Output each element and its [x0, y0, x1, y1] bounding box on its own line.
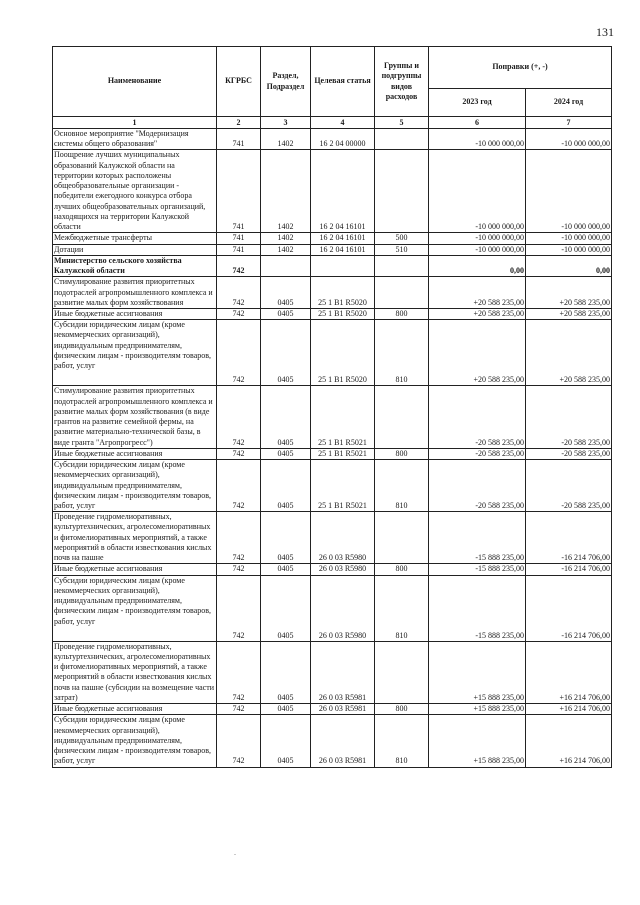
row-kgrbs: 742: [217, 704, 261, 715]
column-number: 4: [311, 117, 375, 129]
row-expense-group: [375, 150, 429, 233]
table-row: [53, 704, 612, 715]
row-name: Проведение гидромелиоративных, культуртехнических, агролесомелиоративных и фитомелиоративных мероприятий, а также мероприятий в области известкования кислых почв на пашне (субсидии на возмещение части затрат): [53, 641, 217, 703]
row-kgrbs: 742: [217, 460, 261, 512]
row-amount-2024: +16 214 706,00: [526, 641, 612, 703]
row-expense-group: [375, 512, 429, 564]
row-section: 0405: [261, 564, 311, 575]
row-expense-group: 800: [375, 564, 429, 575]
row-section: 0405: [261, 308, 311, 319]
row-kgrbs: 741: [217, 244, 261, 255]
row-expense-group: 810: [375, 320, 429, 386]
row-target-article: 25 1 В1 R5020: [311, 320, 375, 386]
row-name: Стимулирование развития приоритетных подотраслей агропромышленного комплекса и развитие малых форм хозяйствования: [53, 277, 217, 309]
column-number: 5: [375, 117, 429, 129]
row-section: 0405: [261, 641, 311, 703]
table-row: [53, 512, 612, 564]
row-expense-group: [375, 277, 429, 309]
row-expense-group: 810: [375, 715, 429, 767]
row-kgrbs: 742: [217, 512, 261, 564]
header-target: Целевая статья: [311, 47, 375, 117]
row-amount-2023: -10 000 000,00: [429, 233, 526, 244]
row-target-article: 26 0 03 R5980: [311, 512, 375, 564]
table-body: [53, 117, 612, 768]
row-expense-group: 810: [375, 575, 429, 641]
table-row: [53, 386, 612, 448]
header-amendments: Поправки (+, -): [429, 47, 612, 89]
row-expense-group: [375, 129, 429, 150]
row-section: 0405: [261, 320, 311, 386]
row-amount-2023: -10 000 000,00: [429, 150, 526, 233]
row-amount-2024: -20 588 235,00: [526, 386, 612, 448]
table-row: [53, 129, 612, 150]
row-section: 0405: [261, 512, 311, 564]
row-target-article: 25 1 В1 R5021: [311, 460, 375, 512]
row-section: 0405: [261, 460, 311, 512]
header-year-2024: 2024 год: [526, 89, 612, 117]
table-row: [53, 575, 612, 641]
row-amount-2023: -10 000 000,00: [429, 129, 526, 150]
row-amount-2023: 0,00: [429, 255, 526, 276]
page-mark: .: [234, 848, 236, 857]
row-amount-2023: +20 588 235,00: [429, 320, 526, 386]
row-expense-group: [375, 641, 429, 703]
row-amount-2024: +16 214 706,00: [526, 704, 612, 715]
row-expense-group: 800: [375, 308, 429, 319]
column-number: 3: [261, 117, 311, 129]
row-section: 1402: [261, 150, 311, 233]
row-target-article: 16 2 04 16101: [311, 244, 375, 255]
table-row: [53, 564, 612, 575]
table-row: [53, 277, 612, 309]
row-name: Иные бюджетные ассигнования: [53, 308, 217, 319]
row-expense-group: 800: [375, 448, 429, 459]
row-name: Субсидии юридическим лицам (кроме некоммерческих организаций), индивидуальным предпринимателям, физическим лицам - производителям товаров, работ, услуг: [53, 575, 217, 641]
row-section: 0405: [261, 448, 311, 459]
row-name: Межбюджетные трансферты: [53, 233, 217, 244]
row-amount-2023: -20 588 235,00: [429, 386, 526, 448]
row-expense-group: 800: [375, 704, 429, 715]
row-amount-2023: -20 588 235,00: [429, 448, 526, 459]
row-amount-2023: -15 888 235,00: [429, 564, 526, 575]
table-row: [53, 244, 612, 255]
header-groups: Группы и подгруппы видов расходов: [375, 47, 429, 117]
row-target-article: 26 0 03 R5981: [311, 641, 375, 703]
row-target-article: 26 0 03 R5981: [311, 715, 375, 767]
row-target-article: 26 0 03 R5981: [311, 704, 375, 715]
row-kgrbs: 742: [217, 255, 261, 276]
row-amount-2023: +20 588 235,00: [429, 277, 526, 309]
row-name: Стимулирование развития приоритетных подотраслей агропромышленного комплекса и развитие малых форм хозяйствования (в виде грантов на развитие семейной фермы, на развитие материально-технической базы, в виде гранта "Агропрогресс"): [53, 386, 217, 448]
row-section: 0405: [261, 575, 311, 641]
row-amount-2023: +15 888 235,00: [429, 641, 526, 703]
row-section: [261, 255, 311, 276]
row-amount-2023: -10 000 000,00: [429, 244, 526, 255]
row-name: Министерство сельского хозяйства Калужской области: [53, 255, 217, 276]
header-kgrbs: КГРБС: [217, 47, 261, 117]
table-row: [53, 320, 612, 386]
row-name: Субсидии юридическим лицам (кроме некоммерческих организаций), индивидуальным предпринимателям, физическим лицам - производителям товаров, работ, услуг: [53, 715, 217, 767]
table-row: [53, 460, 612, 512]
table-row: [53, 150, 612, 233]
row-kgrbs: 742: [217, 386, 261, 448]
header-section: Раздел, Подраздел: [261, 47, 311, 117]
row-kgrbs: 742: [217, 715, 261, 767]
row-kgrbs: 742: [217, 641, 261, 703]
table-row: [53, 641, 612, 703]
header-name: Наименование: [53, 47, 217, 117]
row-kgrbs: 741: [217, 233, 261, 244]
row-kgrbs: 742: [217, 277, 261, 309]
row-name: Проведение гидромелиоративных, культуртехнических, агролесомелиоративных и фитомелиоративных мероприятий, а также мероприятий в области известкования кислых почв на пашне: [53, 512, 217, 564]
row-target-article: 25 1 В1 R5020: [311, 277, 375, 309]
row-amount-2024: +20 588 235,00: [526, 277, 612, 309]
row-section: 0405: [261, 704, 311, 715]
row-amount-2023: -15 888 235,00: [429, 512, 526, 564]
page-number: 131: [596, 25, 614, 39]
table-row: [53, 308, 612, 319]
row-section: 1402: [261, 244, 311, 255]
row-target-article: 16 2 04 00000: [311, 129, 375, 150]
row-target-article: 25 1 В1 R5020: [311, 308, 375, 319]
row-kgrbs: 741: [217, 129, 261, 150]
row-kgrbs: 742: [217, 320, 261, 386]
row-target-article: 25 1 В1 R5021: [311, 448, 375, 459]
row-name: Субсидии юридическим лицам (кроме некоммерческих организаций), индивидуальным предпринимателям, физическим лицам - производителям товаров, работ, услуг: [53, 460, 217, 512]
row-expense-group: 500: [375, 233, 429, 244]
row-expense-group: [375, 386, 429, 448]
row-expense-group: [375, 255, 429, 276]
row-name: Поощрение лучших муниципальных образований Калужской области на территории которых расположены общеобразовательные организации - победители ежегодного конкурса отбора лучших общеобразовательных организаций, находящихся на территории Калужской области: [53, 150, 217, 233]
row-section: 0405: [261, 277, 311, 309]
row-amount-2024: -16 214 706,00: [526, 575, 612, 641]
row-kgrbs: 742: [217, 564, 261, 575]
row-expense-group: 510: [375, 244, 429, 255]
table-row: [53, 255, 612, 276]
row-name: Иные бюджетные ассигнования: [53, 704, 217, 715]
table-row: [53, 715, 612, 767]
row-target-article: [311, 255, 375, 276]
column-number-row: [53, 117, 612, 129]
row-name: Иные бюджетные ассигнования: [53, 564, 217, 575]
row-name: Иные бюджетные ассигнования: [53, 448, 217, 459]
row-amount-2024: -10 000 000,00: [526, 244, 612, 255]
column-number: 6: [429, 117, 526, 129]
row-amount-2023: -20 588 235,00: [429, 460, 526, 512]
row-amount-2024: -10 000 000,00: [526, 233, 612, 244]
row-target-article: 16 2 04 16101: [311, 150, 375, 233]
column-number: 7: [526, 117, 612, 129]
row-section: 1402: [261, 129, 311, 150]
row-amount-2024: +20 588 235,00: [526, 320, 612, 386]
row-section: 0405: [261, 715, 311, 767]
row-amount-2024: 0,00: [526, 255, 612, 276]
row-name: Дотации: [53, 244, 217, 255]
row-expense-group: 810: [375, 460, 429, 512]
row-amount-2024: -20 588 235,00: [526, 460, 612, 512]
row-amount-2023: -15 888 235,00: [429, 575, 526, 641]
column-number: 2: [217, 117, 261, 129]
row-amount-2024: -10 000 000,00: [526, 129, 612, 150]
row-amount-2024: -20 588 235,00: [526, 448, 612, 459]
row-amount-2023: +20 588 235,00: [429, 308, 526, 319]
row-amount-2024: +16 214 706,00: [526, 715, 612, 767]
table-row: [53, 448, 612, 459]
row-name: Субсидии юридическим лицам (кроме некоммерческих организаций), индивидуальным предпринимателям, физическим лицам - производителям товаров, работ, услуг: [53, 320, 217, 386]
row-target-article: 26 0 03 R5980: [311, 564, 375, 575]
row-target-article: 25 1 В1 R5021: [311, 386, 375, 448]
row-section: 1402: [261, 233, 311, 244]
column-number: 1: [53, 117, 217, 129]
row-amount-2024: +20 588 235,00: [526, 308, 612, 319]
row-amount-2024: -10 000 000,00: [526, 150, 612, 233]
row-kgrbs: 742: [217, 575, 261, 641]
row-target-article: 16 2 04 16101: [311, 233, 375, 244]
header-year-2023: 2023 год: [429, 89, 526, 117]
row-section: 0405: [261, 386, 311, 448]
budget-amendments-table: [52, 46, 612, 768]
table-row: [53, 233, 612, 244]
row-kgrbs: 742: [217, 308, 261, 319]
row-amount-2023: +15 888 235,00: [429, 704, 526, 715]
row-target-article: 26 0 03 R5980: [311, 575, 375, 641]
row-kgrbs: 742: [217, 448, 261, 459]
row-kgrbs: 741: [217, 150, 261, 233]
row-amount-2023: +15 888 235,00: [429, 715, 526, 767]
row-amount-2024: -16 214 706,00: [526, 564, 612, 575]
row-amount-2024: -16 214 706,00: [526, 512, 612, 564]
row-name: Основное мероприятие "Модернизация системы общего образования": [53, 129, 217, 150]
